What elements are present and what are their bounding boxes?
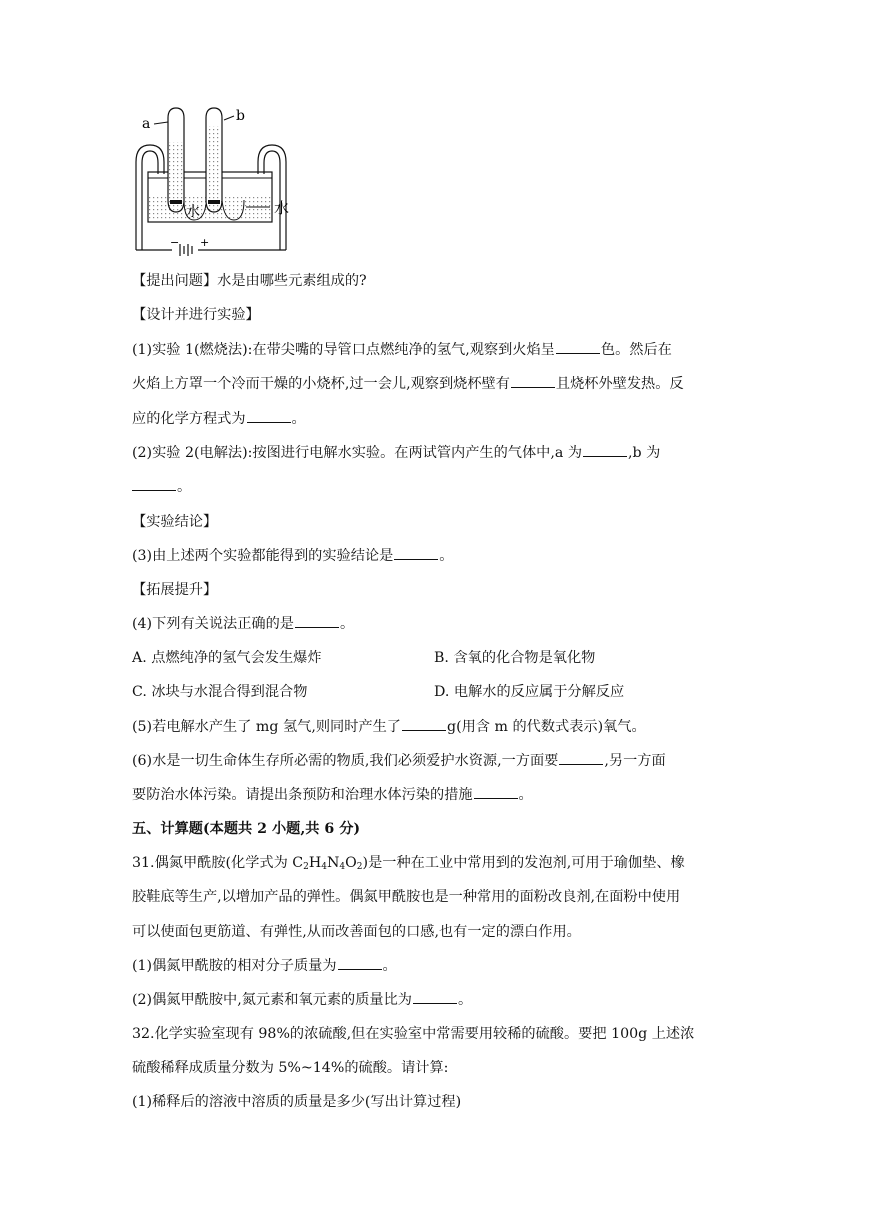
answer-blank[interactable] — [413, 990, 457, 1004]
answer-blank[interactable] — [559, 751, 603, 765]
answer-blank[interactable] — [132, 477, 176, 491]
label-water-inside: 水 — [186, 204, 200, 220]
answer-blank[interactable] — [394, 546, 438, 560]
raise-question: 【提出问题】水是由哪些元素组成的? — [132, 273, 367, 289]
label-water-right: 水 — [274, 199, 290, 217]
electrolysis-diagram — [128, 100, 308, 260]
q32-sub1: (1)稀释后的溶液中溶质的质量是多少(写出计算过程) — [132, 1094, 462, 1110]
answer-blank[interactable] — [402, 717, 446, 731]
answer-blank[interactable] — [338, 956, 382, 970]
answer-blank[interactable] — [511, 374, 555, 388]
q32-line1: 32.化学实验室现有 98%的浓硫酸,但在实验室中常需要用较稀的硫酸。要把 100g 上述浓 — [132, 1026, 695, 1042]
q31-line2: 胶鞋底等生产,以增加产品的弹性。偶氮甲酰胺也是一种常用的面粉改良剂,在面粉中使用 — [132, 889, 681, 905]
answer-blank[interactable] — [556, 340, 600, 354]
conclusion-question: (3)由上述两个实验都能得到的实验结论是 。 — [132, 548, 454, 564]
q31-line3: 可以使面包更筋道、有弹性,从而改善面包的口感,也有一定的漂白作用。 — [132, 924, 581, 940]
section-heading: 五、计算题(本题共 2 小题,共 6 分) — [132, 821, 361, 837]
exp1-line2: 火焰上方罩一个冷而干燥的小烧杯,过一会儿,观察到烧杯壁有 且烧杯外壁发热。反 — [132, 376, 684, 392]
battery-minus: − — [170, 236, 180, 249]
q31-sub1: (1)偶氮甲酰胺的相对分子质量为 。 — [132, 958, 397, 974]
q31-line1: 31.偶氮甲酰胺(化学式为 $C_2H_4N_4O_2$)是一种在工业中常用到的发泡剂,可用于瑜伽垫、橡 — [132, 855, 685, 872]
option-b: B. 含氧的化合物是氧化物 — [434, 650, 596, 666]
q4-question: (4)下列有关说法正确的是 。 — [132, 616, 355, 632]
q6-line2: 要防治水体污染。请提出条预防和治理水体污染的措施 。 — [132, 787, 533, 803]
battery-plus: + — [200, 236, 210, 249]
q5-question: (5)若电解水产生了 mg 氢气,则同时产生了 g(用含 m 的代数式表示)氧气。 — [132, 719, 646, 735]
q31-sub2: (2)偶氮甲酰胺中,氮元素和氧元素的质量比为 。 — [132, 992, 473, 1008]
option-d: D. 电解水的反应属于分解反应 — [434, 684, 625, 700]
conclusion-heading: 【实验结论】 — [132, 514, 218, 530]
exp2-line1: (2)实验 2(电解法):按图进行电解水实验。在两试管内产生的气体中,a 为 ,b 为 — [132, 445, 661, 461]
exp1-line3: 应的化学方程式为 。 — [132, 411, 306, 427]
exp1-line1: (1)实验 1(燃烧法):在带尖嘴的导管口点燃纯净的氢气,观察到火焰呈 色。然后在 — [132, 342, 672, 358]
battery — [180, 244, 192, 256]
answer-blank[interactable] — [247, 409, 291, 423]
option-a: A. 点燃纯净的氢气会发生爆炸 — [132, 650, 322, 666]
answer-blank[interactable] — [474, 785, 518, 799]
answer-blank[interactable] — [295, 614, 339, 628]
design-heading: 【设计并进行实验】 — [132, 307, 260, 323]
answer-blank[interactable] — [583, 443, 627, 457]
q32-line2: 硫酸稀释成质量分数为 5%~14%的硫酸。请计算: — [132, 1060, 449, 1076]
extend-heading: 【拓展提升】 — [132, 582, 218, 598]
electrode-right — [208, 200, 220, 204]
q6-line1: (6)水是一切生命体生存所必需的物质,我们必须爱护水资源,一方面要 ,另一方面 — [132, 753, 666, 769]
electrode-left — [170, 200, 182, 204]
label-b: b — [236, 108, 245, 124]
test-tube-b — [206, 108, 222, 212]
test-tube-a — [168, 108, 184, 212]
option-c: C. 冰块与水混合得到混合物 — [132, 684, 308, 700]
exp2-line2: 。 — [132, 477, 191, 497]
label-a: a — [142, 116, 151, 132]
